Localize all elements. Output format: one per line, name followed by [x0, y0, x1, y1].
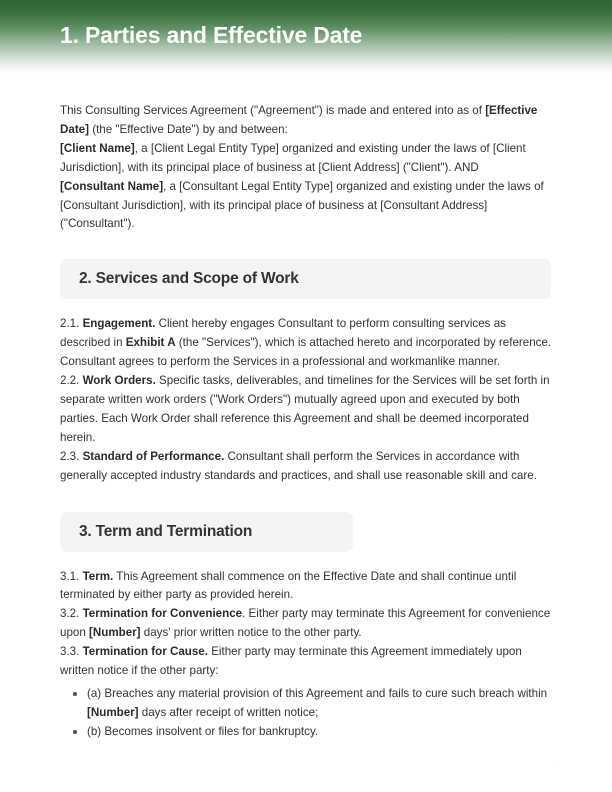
consultant-party-text: , a [Consultant Legal Entity Type] organized and existing under the laws of [Consultant Jurisdiction], with its principal place of business at [Consultant Address] ("Consultant").: [60, 179, 544, 231]
paragraph-consultant-party: [0, 178, 612, 235]
page-title: 1. Parties and Effective Date: [60, 22, 363, 48]
clause-3-1: [0, 552, 612, 606]
clause-2-3-label: Standard of Performance.: [82, 449, 225, 463]
clause-3-2-placeholder-number: [Number]: [89, 626, 141, 640]
clause-3-2-number: 3.2.: [60, 607, 83, 621]
section-2-heading-wrap: [0, 234, 612, 299]
paragraph-intro-1: [0, 74, 612, 140]
intro-1-tail: (the "Effective Date") by and between:: [89, 122, 288, 136]
clause-2-3: [0, 448, 612, 486]
clause-3-3: [0, 643, 612, 681]
clause-3-2-text-a: . Either party may terminate this Agreement for convenience upon: [60, 607, 551, 640]
clause-2-1-text-a: Client hereby engages Consultant to perform consulting services as described in: [60, 317, 506, 350]
clause-2-2-number: 2.2.: [60, 374, 83, 388]
section-heading-services: [60, 259, 551, 299]
placeholder-effective-date: [Effective Date]: [60, 104, 538, 136]
section-3-heading-label: 3. Term and Termination: [79, 522, 253, 540]
bullet-dot-icon: [73, 730, 77, 734]
section-heading-term-termination: [60, 512, 353, 552]
list-item-placeholder-number: [Number]: [87, 705, 139, 719]
clause-2-1-number: 2.1.: [60, 317, 83, 331]
clause-3-1-label: Term.: [82, 569, 114, 583]
bullet-dot-icon: [73, 692, 77, 696]
paragraph-client-party: [0, 140, 612, 178]
clause-3-3-number: 3.3.: [60, 645, 83, 659]
list-item: [60, 723, 552, 742]
clause-3-2-label: Termination for Convenience: [82, 607, 243, 621]
clause-3-3-label: Termination for Cause.: [82, 645, 208, 659]
placeholder-consultant-name: [Consultant Name]: [60, 179, 164, 193]
clause-2-1: [0, 299, 612, 372]
clause-2-3-text-a: Consultant shall perform the Services in accordance with generally accepted industry standards and practices, and shall use reasonable skill and care.: [60, 449, 537, 482]
client-party-text: , a [Client Legal Entity Type] organized and existing under the laws of [Client Jurisdiction], with its principal place of business at [Client Address] ("Client"). AND: [60, 141, 526, 174]
section-2-heading-label: 2. Services and Scope of Work: [79, 270, 299, 288]
page-header-banner: [0, 0, 612, 74]
clause-3-2: [0, 605, 612, 643]
list-item-text-a: (b) Becomes insolvent or files for bankruptcy.: [87, 724, 319, 738]
page-number-footer: 2: [552, 760, 558, 771]
section-3-heading-wrap: [0, 486, 612, 552]
clause-2-3-number: 2.3.: [60, 449, 83, 463]
clause-2-2: [0, 372, 612, 448]
clause-2-1-text-b: (the "Services"), which is attached hereto and incorporated by reference. Consultant agrees to perform the Services in a professional and workmanlike manner.: [60, 336, 552, 369]
intro-1-lead: This Consulting Services Agreement ("Agreement") is made and entered into as of: [60, 104, 486, 117]
clause-3-1-text-a: This Agreement shall commence on the Effective Date and shall continue until terminated by either party as provided herein.: [60, 569, 517, 602]
clause-2-1-label: Engagement.: [82, 317, 156, 331]
placeholder-client-name: [Client Name]: [60, 141, 135, 155]
list-item: [60, 685, 552, 723]
list-item-text-b: days after receipt of written notice;: [138, 705, 319, 719]
clause-3-2-text-b: days' prior written notice to the other party.: [140, 626, 362, 640]
clause-2-1-exhibit-ref: Exhibit A: [125, 336, 176, 350]
list-item-text-a: (a) Breaches any material provision of this Agreement and fails to cure such breach within: [87, 686, 548, 700]
clause-2-2-text-a: Specific tasks, deliverables, and timelines for the Services will be set forth in separate written work orders ("Work Orders") mutually agreed upon and executed by both parties. Each Work Order shall reference this Agreement and shall be deemed incorporated herein.: [60, 374, 550, 444]
clause-2-2-label: Work Orders.: [82, 374, 156, 388]
clause-3-3-text-a: Either party may terminate this Agreement immediately upon written notice if the other party:: [60, 645, 522, 678]
clause-3-1-number: 3.1.: [60, 569, 83, 583]
termination-cause-list: [0, 681, 612, 742]
document-body: [0, 74, 612, 742]
